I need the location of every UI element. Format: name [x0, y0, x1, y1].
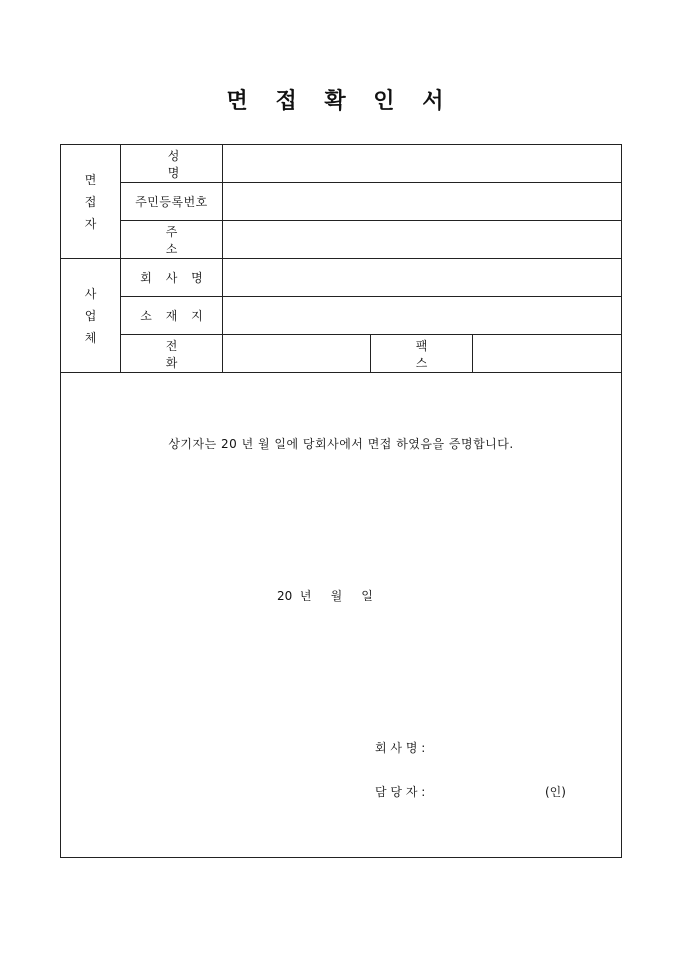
company-name-field[interactable]	[223, 259, 622, 297]
name-label: 성 명	[121, 145, 223, 183]
name-field[interactable]	[223, 145, 622, 183]
location-field[interactable]	[223, 297, 622, 335]
document-title: 면 접 확 인 서	[226, 88, 454, 114]
address-label: 주 소	[121, 221, 223, 259]
phone-label: 전 화	[121, 335, 223, 373]
fax-label: 팩 스	[371, 335, 473, 373]
table-row	[61, 221, 622, 259]
fax-field[interactable]	[473, 335, 622, 373]
seal-mark: (인)	[545, 785, 566, 799]
phone-field[interactable]	[223, 335, 371, 373]
certification-body	[61, 373, 622, 858]
table-row	[61, 335, 622, 373]
location-label: 소 재 지	[121, 297, 223, 335]
interviewee-group-label: 면 접 자	[61, 145, 121, 259]
certification-statement: 상기자는 20 년 월 일에 당회사에서 면접 하였음을 증명합니다.	[168, 437, 514, 451]
issue-date-line: 20 년 월 일	[277, 589, 373, 603]
rrn-field[interactable]	[223, 183, 622, 221]
table-row	[61, 259, 622, 297]
address-field[interactable]	[223, 221, 622, 259]
table-row	[61, 373, 622, 858]
table-row	[61, 145, 622, 183]
signing-manager-line: 담 당 자 :	[375, 785, 426, 799]
company-name-label: 회 사 명	[121, 259, 223, 297]
table-row	[61, 183, 622, 221]
table-row	[61, 297, 622, 335]
interview-confirmation-table	[60, 144, 622, 858]
rrn-label: 주민등록번호	[121, 183, 223, 221]
signing-company-name-line: 회 사 명 :	[375, 741, 426, 755]
company-group-label: 사 업 체	[61, 259, 121, 373]
